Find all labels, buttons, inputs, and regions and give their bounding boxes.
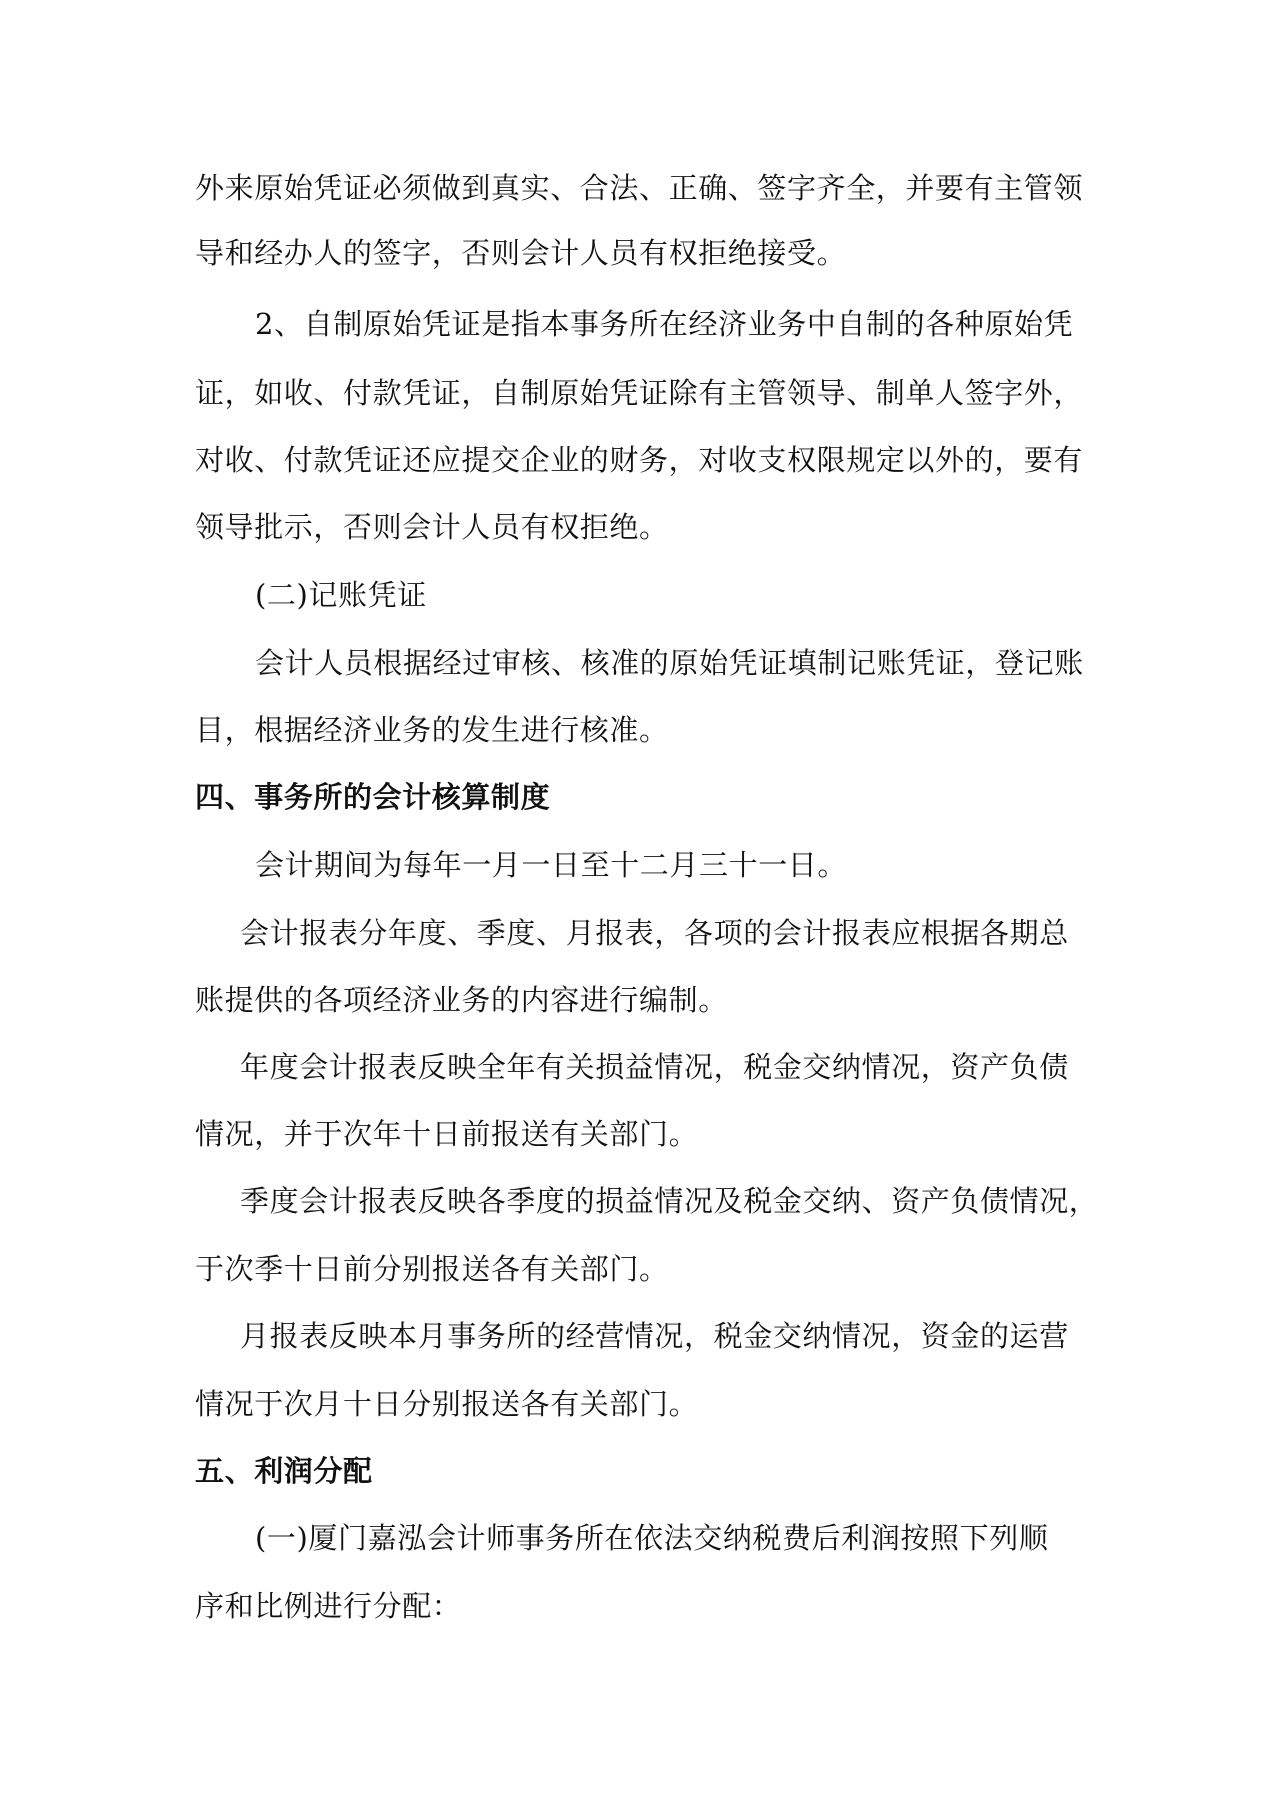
subsection-title: (二)记账凭证 [255, 578, 427, 612]
paragraph-line: 情况，并于次年十日前报送有关部门。 [195, 1117, 699, 1151]
paragraph-line: 账提供的各项经济业务的内容进行编制。 [195, 983, 728, 1017]
section-heading: 五、利润分配 [195, 1454, 373, 1488]
paragraph-line: 月报表反映本月事务所的经营情况，税金交纳情况，资金的运营 [240, 1319, 1069, 1353]
paragraph-line: 对收、付款凭证还应提交企业的财务，对收支权限规定以外的，要有 [195, 443, 1084, 477]
paragraph-line: 年度会计报表反映全年有关损益情况，税金交纳情况，资产负债 [240, 1050, 1069, 1084]
paragraph-line: (一)厦门嘉泓会计师事务所在依法交纳税费后利润按照下列顺 [255, 1521, 1049, 1555]
paragraph-line: 会计期间为每年一月一日至十二月三十一日。 [255, 848, 848, 882]
paragraph-line: 证，如收、付款凭证，自制原始凭证除有主管领导、制单人签字外， [195, 376, 1084, 410]
paragraph-line: 外来原始凭证必须做到真实、合法、正确、签字齐全，并要有主管领 [195, 171, 1084, 205]
paragraph-line: 于次季十日前分别报送各有关部门。 [195, 1252, 669, 1286]
paragraph-line: 序和比例进行分配： [195, 1589, 462, 1623]
paragraph-line: 2、自制原始凭证是指本事务所在经济业务中自制的各种原始凭 [255, 307, 1074, 341]
paragraph-line: 会计人员根据经过审核、核准的原始凭证填制记账凭证，登记账 [255, 646, 1084, 680]
paragraph-line: 会计报表分年度、季度、月报表，各项的会计报表应根据各期总 [240, 916, 1069, 950]
section-heading: 四、事务所的会计核算制度 [195, 780, 551, 814]
paragraph-line: 导和经办人的签字，否则会计人员有权拒绝接受。 [195, 236, 847, 270]
paragraph-line: 情况于次月十日分别报送各有关部门。 [195, 1387, 699, 1421]
paragraph-line: 领导批示，否则会计人员有权拒绝。 [195, 510, 669, 544]
paragraph-line: 目，根据经济业务的发生进行核准。 [195, 713, 669, 747]
paragraph-line: 季度会计报表反映各季度的损益情况及税金交纳、资产负债情况， [240, 1184, 1099, 1218]
